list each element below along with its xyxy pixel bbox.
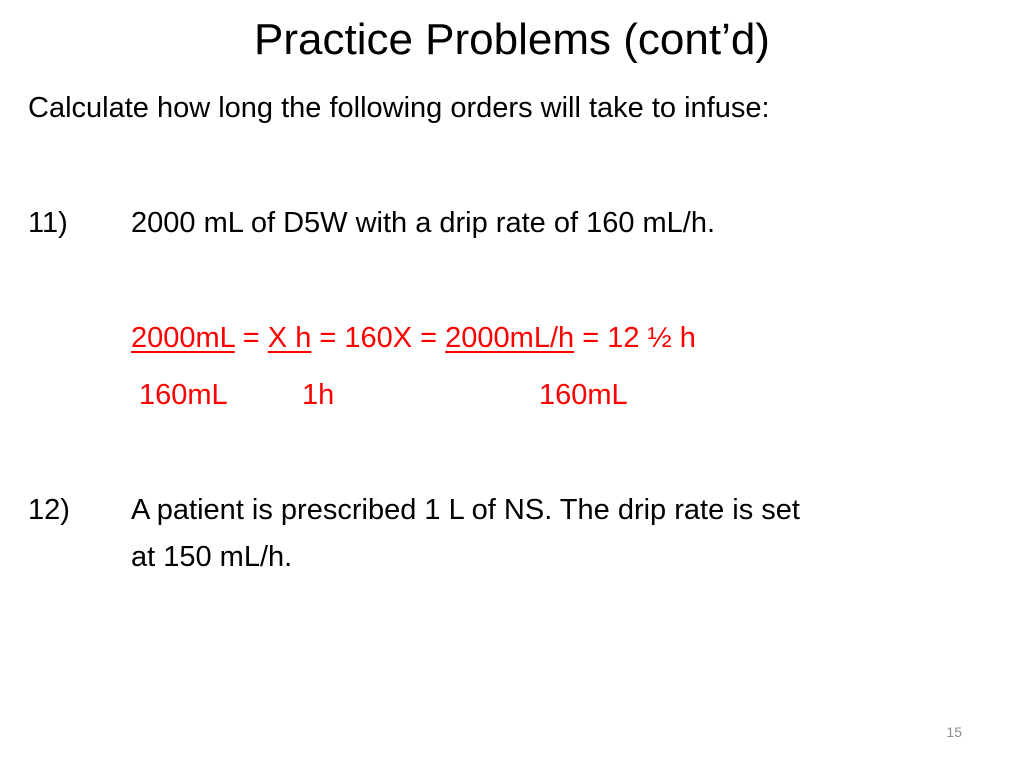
slide-number: 15 [946,724,962,740]
instructions-text: Calculate how long the following orders will take to infuse: [28,92,770,124]
slide-title: Practice Problems (cont’d) [254,15,770,64]
problem-12-text-line-2: at 150 mL/h. [131,541,293,573]
fraction-2-denominator: 1h [302,379,335,411]
fraction-3-numerator: 2000mL/h [445,322,575,354]
problem-11-text: 2000 mL of D5W with a drip rate of 160 mL/h. [131,207,716,239]
fraction-1-numerator: 2000mL [131,322,235,354]
solution-result: = 12 ½ h [574,322,696,354]
fraction-1-denominator: 160mL [139,379,228,411]
problem-12-number: 12) [28,494,70,526]
problem-11-solution [131,318,696,358]
fraction-3-denominator: 160mL [539,379,628,411]
problem-11-number: 11) [28,207,68,239]
solution-middle: = 160X = [311,322,446,354]
problem-12-text-line-1: A patient is prescribed 1 L of NS. The drip rate is set [131,494,800,526]
equals-sign: = [234,322,268,354]
fraction-2-numerator: X h [267,322,312,354]
